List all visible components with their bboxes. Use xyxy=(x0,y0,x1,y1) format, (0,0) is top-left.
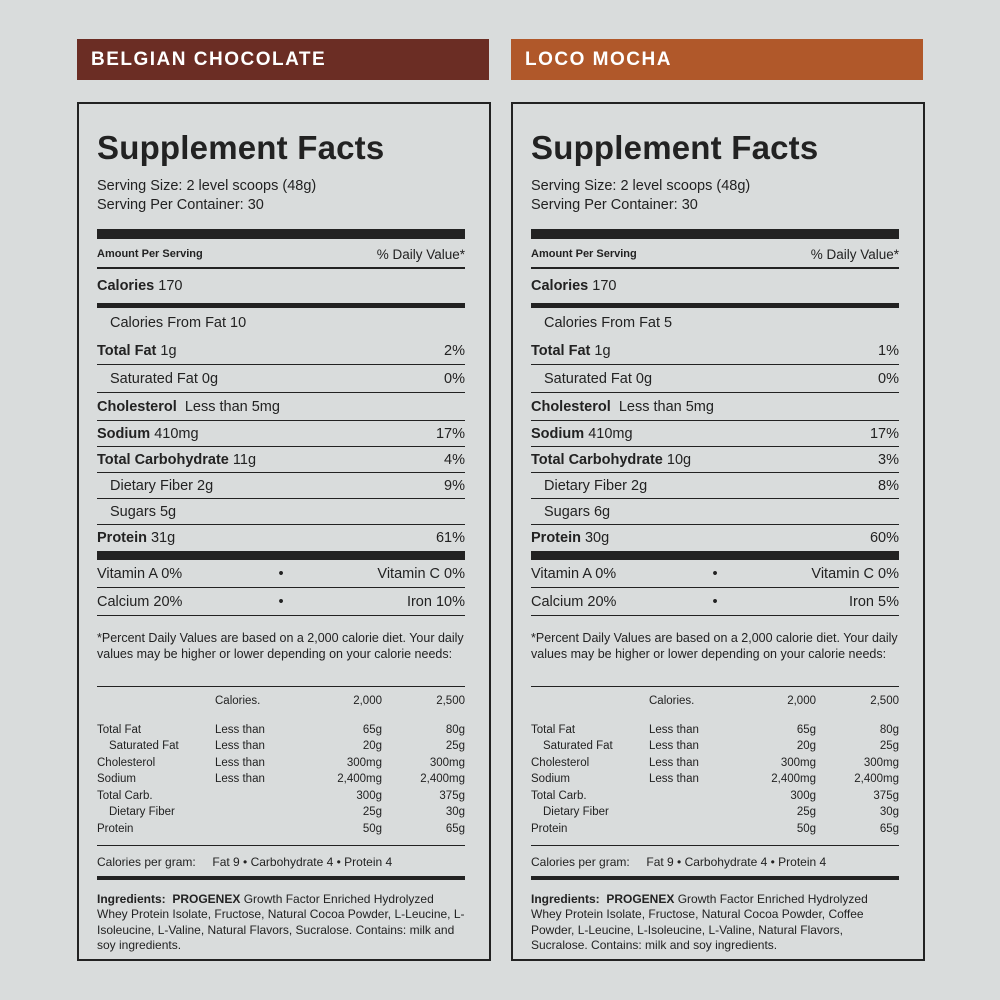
ingredients xyxy=(531,892,899,953)
divider xyxy=(97,615,465,616)
amount-header-row xyxy=(97,241,465,267)
calories-from-fat: Calories From Fat 10 xyxy=(110,314,247,331)
table-cell: Less than xyxy=(649,756,699,769)
servings-per-container: Serving Per Container: 30 xyxy=(97,197,264,213)
table-cell: Saturated Fat xyxy=(109,740,179,752)
nutrient-dv: 2% xyxy=(444,342,465,359)
daily-value-header: % Daily Value* xyxy=(810,246,899,262)
nutrient-amount: 410mg xyxy=(154,425,199,442)
nutrient-dv: 8% xyxy=(878,477,899,494)
ingredients-label: Ingredients: xyxy=(531,892,600,906)
nutrient-label: Dietary Fiber 2g xyxy=(544,477,648,494)
divider-thick xyxy=(97,551,465,560)
divider xyxy=(531,686,899,687)
nutrient-amount: 1g xyxy=(160,342,177,359)
total-fat-row xyxy=(97,337,465,364)
nutrient-amount: 11g xyxy=(232,451,257,468)
vitamin-a: Vitamin A 0% xyxy=(97,565,183,582)
supplement-facts-panel xyxy=(511,102,925,961)
table-cell: Sodium xyxy=(97,773,136,785)
table-cell xyxy=(215,788,299,805)
table-cell: Dietary Fiber xyxy=(543,806,609,818)
table-row xyxy=(531,755,899,772)
ingredients-brand: PROGENEX xyxy=(172,892,241,906)
iron: Iron 5% xyxy=(849,593,899,610)
daily-value-header: % Daily Value* xyxy=(376,246,465,262)
protein-row xyxy=(531,525,899,551)
table-row xyxy=(97,771,465,788)
vitamins-row xyxy=(97,560,465,587)
table-header-cell: 2,000 xyxy=(787,695,816,707)
total-carb-row xyxy=(97,447,465,472)
saturated-fat-row xyxy=(97,365,465,392)
table-cell: 65g xyxy=(879,822,899,835)
nutrient-dv: 3% xyxy=(878,451,899,468)
table-row xyxy=(531,788,899,805)
calories-label: Calories xyxy=(531,278,589,294)
daily-value-reference-table xyxy=(531,693,899,837)
table-cell xyxy=(215,804,299,821)
table-cell: 300mg xyxy=(780,756,816,769)
table-cell: Total Fat xyxy=(97,723,142,736)
table-header-row xyxy=(531,693,899,710)
table-row xyxy=(97,738,465,755)
nutrient-dv: 61% xyxy=(435,530,465,546)
nutrient-dv: 17% xyxy=(435,425,465,442)
table-header-cell: Calories. xyxy=(649,695,695,707)
minerals-row xyxy=(531,588,899,615)
nutrient-label: Protein xyxy=(97,530,147,546)
table-cell: 2,400mg xyxy=(420,773,465,785)
nutrient-label: Protein xyxy=(531,530,581,546)
table-cell: Cholesterol xyxy=(97,756,156,769)
table-cell: Less than xyxy=(649,723,699,736)
daily-value-footnote: *Percent Daily Values are based on a 2,000 calorie diet. Your daily values may be higher or lower depending on your calorie needs: xyxy=(97,631,464,661)
table-cell xyxy=(649,804,733,821)
table-cell: Less than xyxy=(215,756,265,769)
table-row xyxy=(97,804,465,821)
table-cell xyxy=(649,821,733,838)
calories-from-fat-row xyxy=(97,308,465,337)
nutrient-label: Sugars 6g xyxy=(544,503,611,520)
nutrient-dv: 0% xyxy=(444,370,465,387)
table-cell: 30g xyxy=(879,806,899,818)
divider-thick xyxy=(531,229,899,239)
sodium-row xyxy=(97,421,465,446)
flavor-banner: BELGIAN CHOCOLATE xyxy=(77,39,489,80)
table-row xyxy=(97,722,465,739)
amount-header-row xyxy=(531,241,899,267)
calories-per-gram-values: Fat 9 • Carbohydrate 4 • Protein 4 xyxy=(212,855,393,869)
fiber-row xyxy=(531,473,899,498)
table-cell: 300mg xyxy=(429,756,465,769)
ingredients-brand: PROGENEX xyxy=(606,892,675,906)
table-cell: Total Fat xyxy=(531,723,576,736)
ingredients-text: Growth Factor Enriched Hydrolyzed Whey Protein Isolate, Fructose, Natural Cocoa Powder, Coffee Powder, L-Leucine, L-Isoleucine, L-Valine, Natural Flavors, Sucralose. Contains: milk and soy ingredients. xyxy=(531,892,868,952)
nutrient-label: Total Fat xyxy=(97,342,157,359)
panel-title: Supplement Facts xyxy=(97,129,385,166)
table-cell: Less than xyxy=(215,773,265,785)
table-row xyxy=(97,755,465,772)
table-cell: 300g xyxy=(356,789,382,802)
table-cell: 2,400mg xyxy=(771,773,816,785)
table-cell: 25g xyxy=(796,806,816,818)
table-cell: 30g xyxy=(445,806,465,818)
amount-per-serving-label: Amount Per Serving xyxy=(97,248,203,260)
amount-per-serving-label: Amount Per Serving xyxy=(531,248,637,260)
nutrient-amount: 410mg xyxy=(588,425,633,442)
nutrient-label: Cholesterol xyxy=(97,398,177,415)
nutrient-amount: Less than 5mg xyxy=(184,398,280,415)
table-cell: Saturated Fat xyxy=(543,740,613,752)
vitamin-c: Vitamin C 0% xyxy=(377,565,465,582)
table-spacer xyxy=(531,710,899,722)
table-row xyxy=(531,804,899,821)
panel-title: Supplement Facts xyxy=(531,129,819,166)
vitamin-a: Vitamin A 0% xyxy=(531,565,617,582)
iron: Iron 10% xyxy=(406,593,465,610)
divider-thick xyxy=(97,229,465,239)
nutrient-label: Saturated Fat 0g xyxy=(544,370,653,387)
table-cell: 65g xyxy=(362,723,382,736)
minerals-row xyxy=(97,588,465,615)
nutrient-label: Total Carbohydrate xyxy=(97,451,229,468)
ingredients-label: Ingredients: xyxy=(97,892,166,906)
divider xyxy=(97,845,465,846)
table-cell: Sodium xyxy=(531,773,570,785)
table-header-row xyxy=(97,693,465,710)
servings-per-container: Serving Per Container: 30 xyxy=(531,197,698,213)
protein-row xyxy=(97,525,465,551)
fiber-row xyxy=(97,473,465,498)
bullet: • xyxy=(712,565,718,582)
nutrient-amount: 10g xyxy=(666,451,692,468)
bullet: • xyxy=(278,593,284,610)
table-cell: 300mg xyxy=(863,756,899,769)
divider xyxy=(531,845,899,846)
table-header-cell: 2,500 xyxy=(436,695,465,707)
calories-value: 170 xyxy=(158,278,183,294)
serving-size: Serving Size: 2 level scoops (48g) xyxy=(97,178,317,194)
table-cell: Less than xyxy=(215,740,265,752)
nutrient-label: Saturated Fat 0g xyxy=(110,370,219,387)
nutrient-label: Sugars 5g xyxy=(110,503,177,520)
table-row xyxy=(531,738,899,755)
table-cell: 65g xyxy=(445,822,465,835)
table-cell: 25g xyxy=(879,740,899,752)
bullet: • xyxy=(278,565,284,582)
ingredients xyxy=(97,892,465,953)
calories-per-gram-values: Fat 9 • Carbohydrate 4 • Protein 4 xyxy=(646,855,827,869)
table-cell: 65g xyxy=(796,723,816,736)
table-header-cell: Calories. xyxy=(215,695,261,707)
sugars-row xyxy=(531,499,899,524)
nutrient-label: Sodium xyxy=(97,425,151,442)
nutrient-dv: 4% xyxy=(444,451,465,468)
daily-value-footnote: *Percent Daily Values are based on a 2,000 calorie diet. Your daily values may be higher or lower depending on your calorie needs: xyxy=(531,631,898,661)
table-cell: Less than xyxy=(649,740,699,752)
cholesterol-row xyxy=(97,393,465,420)
divider-thick xyxy=(531,551,899,560)
nutrient-label: Sodium xyxy=(531,425,585,442)
nutrient-label: Total Fat xyxy=(531,342,591,359)
total-fat-row xyxy=(531,337,899,364)
table-cell xyxy=(649,788,733,805)
calories-from-fat: Calories From Fat 5 xyxy=(544,314,673,331)
calories-per-gram xyxy=(97,854,465,870)
calories-row xyxy=(97,269,465,303)
table-row xyxy=(531,771,899,788)
daily-value-reference-table xyxy=(97,693,465,837)
table-cell: Total Carb. xyxy=(531,789,587,802)
vitamins-row xyxy=(531,560,899,587)
calories-per-gram-label: Calories per gram: xyxy=(531,855,630,869)
divider xyxy=(531,615,899,616)
table-cell: Protein xyxy=(97,822,134,835)
table-cell: 80g xyxy=(445,723,465,736)
nutrient-amount: 30g xyxy=(584,530,610,546)
calories-label: Calories xyxy=(97,278,155,294)
table-header-cell: 2,000 xyxy=(353,695,382,707)
table-cell: 50g xyxy=(362,822,382,835)
serving-size: Serving Size: 2 level scoops (48g) xyxy=(531,178,751,194)
table-cell: 300g xyxy=(790,789,816,802)
calories-from-fat-row xyxy=(531,308,899,337)
table-header-cell xyxy=(531,693,649,710)
table-cell: Cholesterol xyxy=(531,756,590,769)
nutrient-amount: 1g xyxy=(594,342,611,359)
supplement-facts-panel xyxy=(77,102,491,961)
total-carb-row xyxy=(531,447,899,472)
nutrient-amount: 31g xyxy=(150,530,176,546)
table-cell: 2,400mg xyxy=(337,773,382,785)
divider-medium xyxy=(531,876,899,880)
table-cell: 375g xyxy=(439,789,465,802)
table-cell: 20g xyxy=(362,740,382,752)
cholesterol-row xyxy=(531,393,899,420)
table-cell: Total Carb. xyxy=(97,789,153,802)
ingredients-text: Growth Factor Enriched Hydrolyzed Whey Protein Isolate, Fructose, Natural Cocoa Powder, L-Leucine, L-Isoleucine, L-Valine, Natural Flavors, Sucralose. Contains: milk and soy ingredients. xyxy=(97,892,465,952)
table-row xyxy=(531,722,899,739)
table-row xyxy=(531,821,899,838)
nutrient-dv: 0% xyxy=(878,370,899,387)
saturated-fat-row xyxy=(531,365,899,392)
calcium: Calcium 20% xyxy=(531,593,617,610)
table-cell: Dietary Fiber xyxy=(109,806,175,818)
table-cell: Protein xyxy=(531,822,568,835)
table-header-cell xyxy=(97,693,215,710)
table-cell: 25g xyxy=(445,740,465,752)
nutrient-amount: Less than 5mg xyxy=(618,398,714,415)
nutrient-label: Total Carbohydrate xyxy=(531,451,663,468)
table-spacer xyxy=(97,710,465,722)
table-header-cell: 2,500 xyxy=(870,695,899,707)
table-row xyxy=(97,788,465,805)
bullet: • xyxy=(712,593,718,610)
nutrient-dv: 9% xyxy=(444,477,465,494)
table-cell xyxy=(215,821,299,838)
calories-per-gram xyxy=(531,854,899,870)
divider-medium xyxy=(97,876,465,880)
table-cell: 375g xyxy=(873,789,899,802)
table-row xyxy=(97,821,465,838)
calories-per-gram-label: Calories per gram: xyxy=(97,855,196,869)
calories-value: 170 xyxy=(592,278,617,294)
sugars-row xyxy=(97,499,465,524)
nutrient-dv: 60% xyxy=(869,530,899,546)
table-cell: 50g xyxy=(796,822,816,835)
table-cell: Less than xyxy=(649,773,699,785)
table-cell: Less than xyxy=(215,723,265,736)
nutrient-label: Dietary Fiber 2g xyxy=(110,477,214,494)
divider xyxy=(97,686,465,687)
nutrient-dv: 1% xyxy=(878,342,899,359)
table-cell: 20g xyxy=(796,740,816,752)
table-cell: 25g xyxy=(362,806,382,818)
nutrient-label: Cholesterol xyxy=(531,398,611,415)
nutrient-dv: 17% xyxy=(869,425,899,442)
table-cell: 300mg xyxy=(346,756,382,769)
table-cell: 2,400mg xyxy=(854,773,899,785)
sodium-row xyxy=(531,421,899,446)
flavor-banner: LOCO MOCHA xyxy=(511,39,923,80)
vitamin-c: Vitamin C 0% xyxy=(811,565,899,582)
table-cell: 80g xyxy=(879,723,899,736)
calories-row xyxy=(531,269,899,303)
calcium: Calcium 20% xyxy=(97,593,183,610)
